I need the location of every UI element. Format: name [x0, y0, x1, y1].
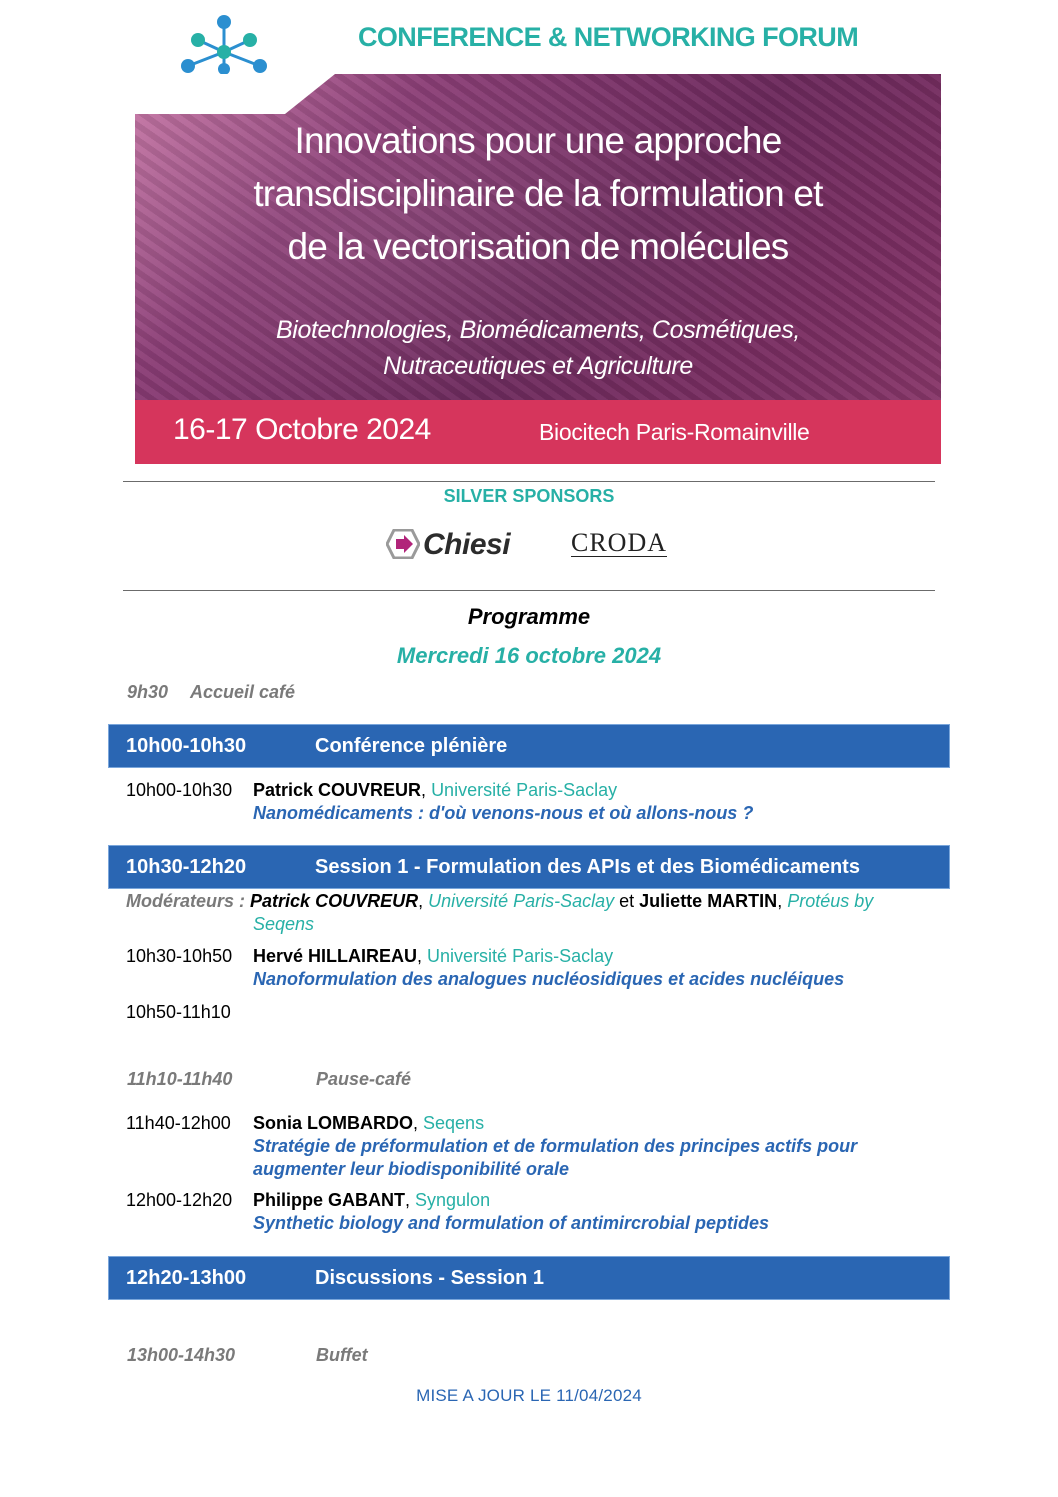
talk-item: Sonia LOMBARDO, Seqens Stratégie de préformulation et de formulation des principes actifs pour augmenter leur biodisponibilité orale — [253, 1113, 858, 1179]
programme-day: Mercredi 16 octobre 2024 — [396, 643, 662, 668]
talk-item: Philippe GABANT, Syngulon Synthetic biology and formulation of antimircrobial peptides — [253, 1190, 770, 1233]
session-bar-1: 10h30-12h20 Session 1 - Formulation des APIs et des Biomédicaments — [108, 845, 950, 889]
break-time: 11h10-11h40 — [127, 1069, 233, 1089]
event-banner — [135, 74, 941, 464]
molecule-logo-icon — [172, 14, 280, 80]
break-time: 13h00-14h30 — [127, 1345, 236, 1365]
welcome-time: 9h30 — [127, 682, 169, 702]
divider — [123, 590, 935, 591]
update-note: MISE A JOUR LE 11/04/2024 — [416, 1386, 642, 1405]
talk-time: 10h50-11h10 — [126, 1002, 231, 1022]
event-date: 16-17 Octobre 2024 — [173, 413, 431, 446]
event-headline: Innovations pour une approche transdisciplinaire de la formulation et de la vectorisation de molécules — [253, 120, 823, 267]
session-bar-plenary: 10h00-10h30 Conférence plénière — [108, 724, 950, 768]
chiesi-mark-icon — [386, 529, 420, 559]
croda-logo: CRODA — [571, 528, 668, 557]
talk-item: Hervé HILLAIREAU, Université Paris-Saclay Nanoformulation des analogues nucléosidiques et acides nucléiques — [253, 946, 845, 989]
banner-corner-cut — [135, 74, 335, 114]
plenary-talk: Patrick COUVREUR, Université Paris-Saclay Nanomédicaments : d'où venons-nous et où allons-nous ? — [253, 780, 754, 823]
banner-strip — [135, 400, 941, 464]
event-subheadline: Biotechnologies, Biomédicaments, Cosmétiques, Nutraceutiques et Agriculture — [276, 316, 800, 380]
divider — [123, 481, 935, 482]
break-label: Buffet — [316, 1345, 368, 1365]
event-venue: Biocitech Paris-Romainville — [539, 419, 810, 445]
forum-title: CONFERENCE & NETWORKING FORUM — [358, 22, 859, 52]
session-bar-discussions: 12h20-13h00 Discussions - Session 1 — [108, 1256, 950, 1300]
talk-time: 12h00-12h20 — [126, 1190, 233, 1210]
plenary-time: 10h00-10h30 — [126, 780, 233, 800]
programme-title: Programme — [467, 604, 591, 629]
moderators: Modérateurs : Patrick COUVREUR, Université Paris-Saclay et Juliette MARTIN, Protéus by Seqens — [126, 891, 874, 934]
sponsors-title: SILVER SPONSORS — [443, 486, 615, 506]
break-label: Pause-café — [316, 1069, 412, 1089]
welcome-label: Accueil café — [190, 682, 296, 702]
talk-time: 11h40-12h00 — [126, 1113, 231, 1133]
talk-time: 10h30-10h50 — [126, 946, 233, 966]
